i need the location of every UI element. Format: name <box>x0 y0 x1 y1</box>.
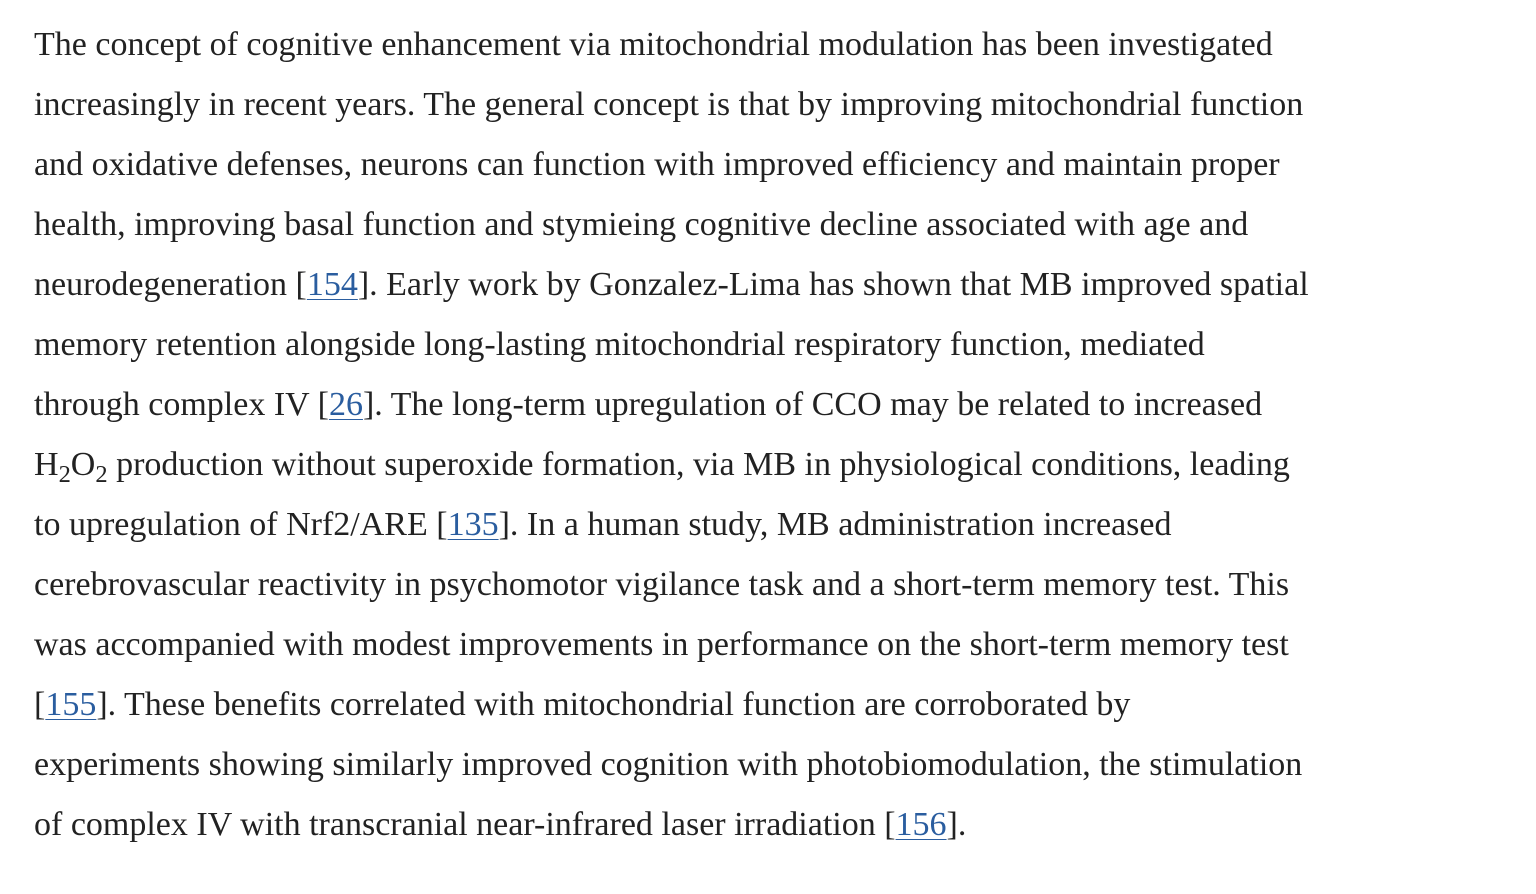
line-text: was accompanied with modest improvements in performance on the short-term memory test <box>34 626 1289 663</box>
paragraph-line <box>34 735 1506 795</box>
paragraph-line <box>34 135 1506 195</box>
paragraph-line <box>34 75 1506 135</box>
citation-link-26[interactable]: 26 <box>328 386 363 423</box>
line-text: of complex IV with transcranial near-infrared laser irradiation [ <box>34 806 896 843</box>
line-text: ]. In a human study, MB administration increased <box>498 506 1172 543</box>
line-text: production without superoxide formation, via MB in physiological conditions, leading <box>107 446 1290 483</box>
subscript: 2 <box>95 460 108 488</box>
article-paragraph <box>34 15 1506 855</box>
citation-link-155[interactable]: 155 <box>45 686 97 723</box>
line-text: through complex IV [ <box>34 386 329 423</box>
line-text: [ <box>34 686 46 723</box>
line-text: and oxidative defenses, neurons can function with improved efficiency and maintain proper <box>34 146 1280 183</box>
line-text: increasingly in recent years. The general concept is that by improving mitochondrial function <box>34 86 1304 123</box>
formula-element-h: H <box>34 446 59 483</box>
formula-element-o: O <box>70 446 96 483</box>
line-text: ]. These benefits correlated with mitochondrial function are corroborated by <box>96 686 1131 723</box>
paragraph-line <box>34 255 1506 315</box>
line-text: experiments showing similarly improved cognition with photobiomodulation, the stimulation <box>34 746 1303 783</box>
line-text: health, improving basal function and stymieing cognitive decline associated with age and <box>34 206 1249 243</box>
paragraph-line <box>34 435 1506 495</box>
line-text: neurodegeneration [ <box>34 266 307 303</box>
paragraph-line <box>34 795 1506 855</box>
line-text: ]. The long-term upregulation of CCO may be related to increased <box>362 386 1263 423</box>
line-text: cerebrovascular reactivity in psychomotor vigilance task and a short-term memory test. This <box>34 566 1290 603</box>
citation-link-135[interactable]: 135 <box>447 506 499 543</box>
paragraph-line <box>34 675 1506 735</box>
paragraph-line <box>34 15 1506 75</box>
line-text: ]. <box>946 806 967 843</box>
paragraph-line <box>34 615 1506 675</box>
line-text: ]. Early work by Gonzalez-Lima has shown that MB improved spatial <box>357 266 1309 303</box>
line-text: The concept of cognitive enhancement via mitochondrial modulation has been investigated <box>34 26 1273 63</box>
paragraph-line <box>34 375 1506 435</box>
paragraph-line <box>34 495 1506 555</box>
paragraph-line <box>34 315 1506 375</box>
line-text: to upregulation of Nrf2/ARE [ <box>34 506 448 543</box>
paragraph-line <box>34 555 1506 615</box>
citation-link-154[interactable]: 154 <box>306 266 358 303</box>
line-text: memory retention alongside long-lasting mitochondrial respiratory function, mediated <box>34 326 1205 363</box>
citation-link-156[interactable]: 156 <box>895 806 947 843</box>
paragraph-line <box>34 195 1506 255</box>
subscript: 2 <box>58 460 71 488</box>
